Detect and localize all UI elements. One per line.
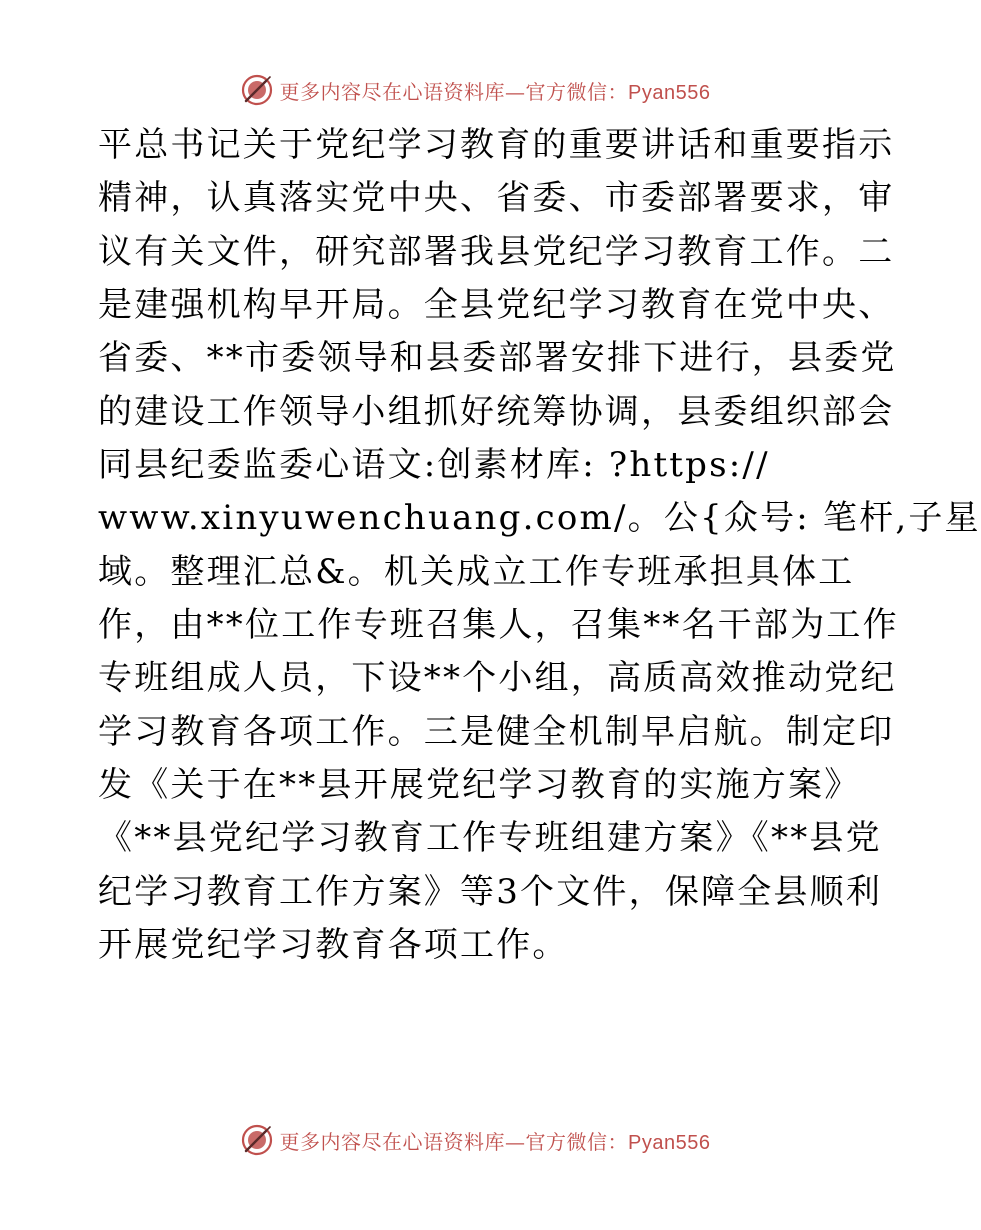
banner-main-text: 更多内容尽在心语资料库	[279, 79, 506, 104]
document-body	[98, 124, 981, 978]
body-line: www.xinyuwenchuang.com/。公{众号: 笔杆,子星	[98, 498, 981, 539]
body-line: 专班组成人员，下设**个小组，高质高效推动党纪	[98, 658, 897, 699]
banner-wechat-handle: Pyan556	[628, 81, 711, 104]
body-line: 纪学习教育工作方案》等3个文件，保障全县顺利	[98, 871, 883, 912]
body-line: 平总书记关于党纪学习教育的重要讲话和重要指示	[98, 125, 895, 165]
banner-dash: —	[505, 79, 526, 104]
body-line: 精神，认真落实党中央、省委、市委部署要求，审	[98, 178, 895, 219]
header-banner	[0, 70, 950, 110]
banner-wechat-label: 官方微信：	[525, 1129, 629, 1154]
body-line: 省委、**市委领导和县委部署安排下进行，县委党	[98, 338, 897, 379]
body-line: 的建设工作领导小组抓好统筹协调，县委组织部会	[98, 391, 895, 432]
body-line: 学习教育各项工作。三是健全机制早启航。制定印	[98, 711, 895, 752]
body-line: 发《关于在**县开展党纪学习教育的实施方案》	[98, 765, 861, 806]
footer-banner	[0, 1120, 950, 1160]
body-line: 域。整理汇总&。机关成立工作专班承担具体工	[98, 551, 855, 592]
banner-label	[280, 76, 711, 105]
banner-main-text: 更多内容尽在心语资料库	[279, 1129, 506, 1154]
body-line: 同县纪委监委心语文:创素材库: ?https://	[98, 445, 770, 486]
pen-logo-icon	[240, 1123, 274, 1157]
body-line: 是建强机构早开局。全县党纪学习教育在党中央、	[98, 285, 895, 326]
pen-logo-icon	[240, 73, 274, 107]
body-line: 作，由**位工作专班召集人，召集**名干部为工作	[98, 605, 899, 646]
banner-wechat-label: 官方微信：	[525, 79, 629, 104]
body-line: 《**县党纪学习教育工作专班组建方案》《**县党	[98, 818, 882, 859]
banner-label	[280, 1126, 711, 1155]
body-line: 议有关文件，研究部署我县党纪学习教育工作。二	[98, 231, 895, 272]
banner-dash: —	[505, 1129, 526, 1154]
banner-wechat-handle: Pyan556	[628, 1131, 711, 1154]
body-line: 开展党纪学习教育各项工作。	[98, 925, 569, 966]
